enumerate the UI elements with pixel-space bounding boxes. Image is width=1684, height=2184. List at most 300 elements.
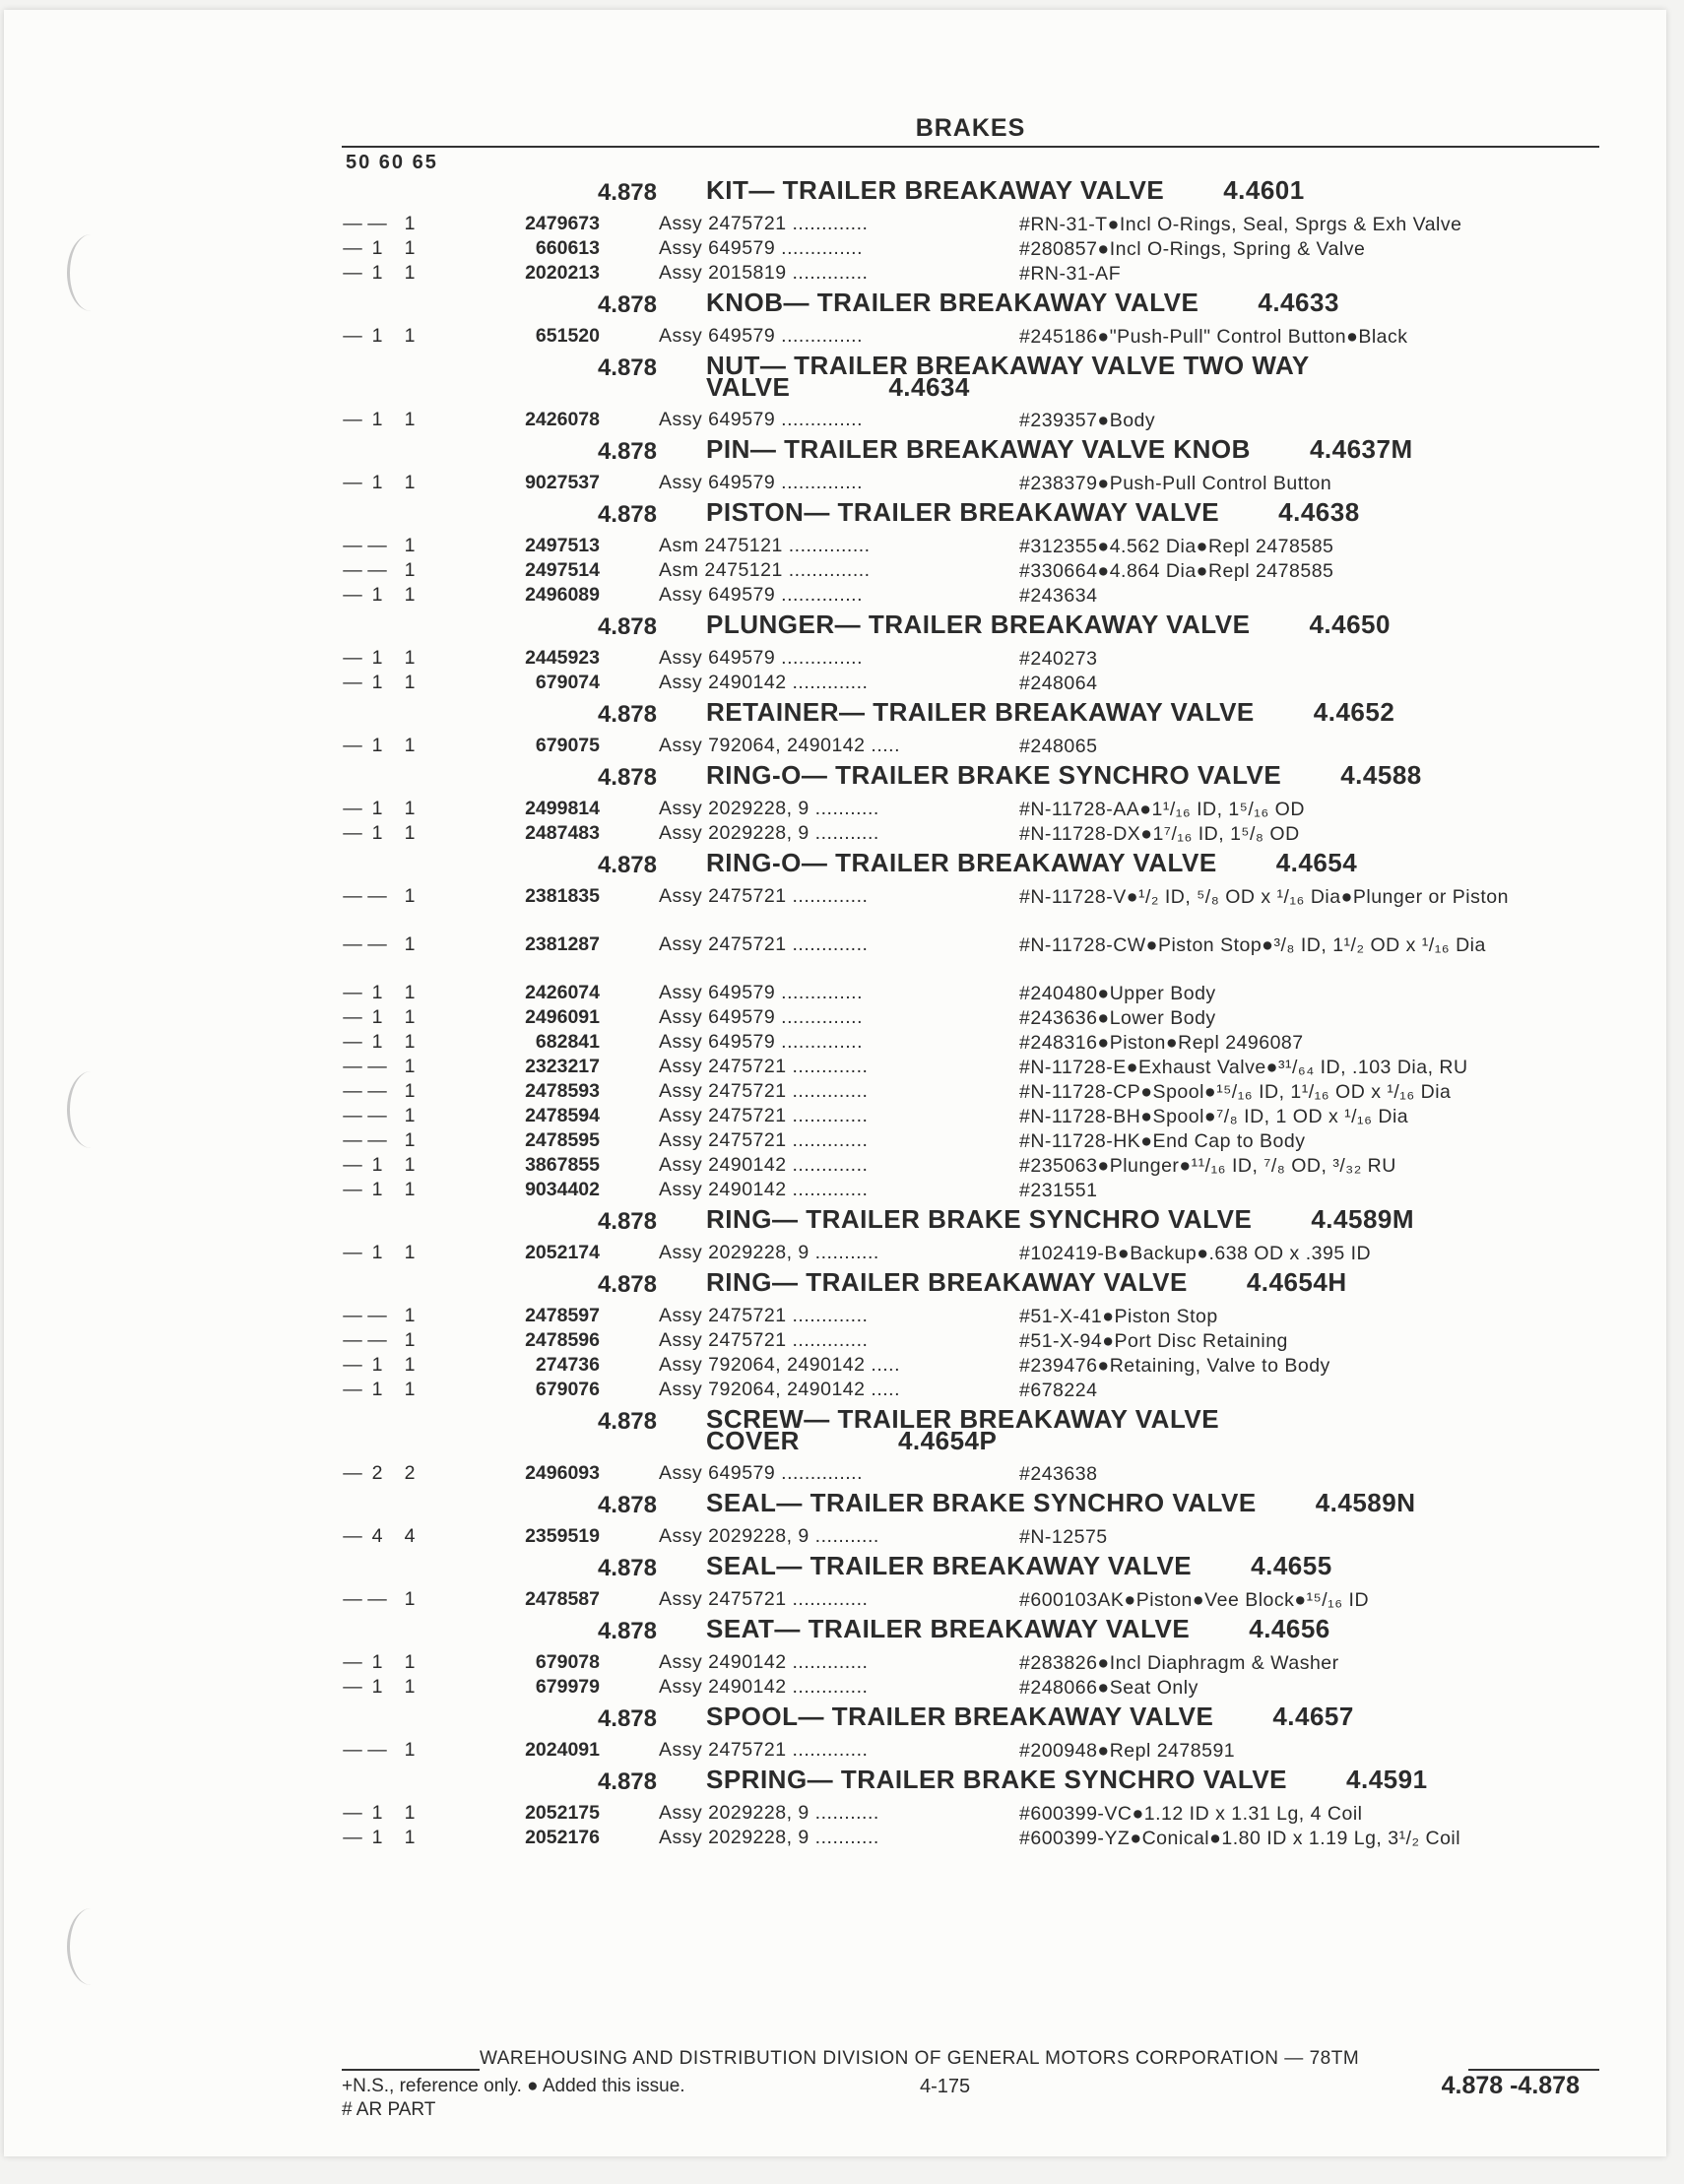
assembly-ref: Assy 2475721 ............. bbox=[659, 1739, 869, 1761]
assembly-ref: Assy 2490142 ............. bbox=[659, 1154, 869, 1176]
qty-1965: 1 bbox=[404, 982, 416, 1003]
qty-1965: 1 bbox=[404, 1154, 416, 1176]
qty-1965: 1 bbox=[404, 1105, 416, 1126]
group-header bbox=[342, 1204, 1602, 1241]
group-code: 4.878 bbox=[597, 613, 657, 640]
part-group bbox=[342, 434, 1602, 495]
qty-1965: 1 bbox=[404, 1739, 416, 1761]
part-number: 2445923 bbox=[525, 647, 600, 669]
qty-1950: — bbox=[343, 982, 362, 1003]
catalog-page bbox=[4, 10, 1666, 2156]
qty-1960: 1 bbox=[371, 1154, 383, 1176]
group-title bbox=[706, 288, 1592, 317]
qty-1950: — bbox=[343, 647, 362, 669]
part-description: #235063●Plunger●¹¹/₁₆ ID, ⁷/₈ OD, ³/₃₂ RU bbox=[1019, 1155, 1396, 1177]
group-title-text: RING— TRAILER BRAKE SYNCHRO VALVE bbox=[706, 1204, 1253, 1234]
table-row bbox=[342, 1104, 1602, 1128]
part-number: 2497513 bbox=[525, 535, 600, 556]
group-ref-code: 4.4650 bbox=[1309, 610, 1391, 639]
table-row bbox=[342, 324, 1602, 349]
group-title bbox=[706, 434, 1592, 464]
part-group bbox=[342, 175, 1602, 286]
group-title bbox=[706, 1765, 1592, 1794]
table-row bbox=[342, 1079, 1602, 1104]
table-row bbox=[342, 471, 1602, 495]
qty-1960: — bbox=[367, 1739, 387, 1761]
qty-1950: — bbox=[343, 559, 362, 581]
part-group bbox=[342, 610, 1602, 695]
table-row bbox=[342, 1650, 1602, 1675]
part-description: #N-12575 bbox=[1019, 1526, 1108, 1548]
qty-1965: 1 bbox=[404, 1588, 416, 1610]
group-ref-code: 4.4656 bbox=[1249, 1614, 1330, 1643]
assembly-ref: Assy 2475721 ............. bbox=[659, 1329, 869, 1351]
assembly-ref: Assy 649579 .............. bbox=[659, 647, 864, 669]
qty-1960: 1 bbox=[371, 1676, 383, 1698]
table-row bbox=[342, 1241, 1602, 1265]
part-group bbox=[342, 1702, 1602, 1763]
part-description: #N-11728-HK●End Cap to Body bbox=[1019, 1130, 1306, 1152]
qty-1960: 1 bbox=[371, 1827, 383, 1848]
part-number: 2052176 bbox=[525, 1827, 600, 1848]
part-group bbox=[342, 351, 1602, 432]
part-number: 9027537 bbox=[525, 472, 600, 493]
group-title-text: KNOB— TRAILER BREAKAWAY VALVE bbox=[706, 288, 1199, 317]
qty-1950: — bbox=[343, 1651, 362, 1673]
qty-1950: — bbox=[343, 735, 362, 756]
part-description: #238379●Push-Pull Control Button bbox=[1019, 473, 1332, 494]
group-ref-code: 4.4654P bbox=[897, 1426, 998, 1455]
qty-1960: 4 bbox=[371, 1525, 383, 1547]
group-title bbox=[706, 760, 1592, 790]
part-group bbox=[342, 697, 1602, 758]
qty-1960: — bbox=[367, 1056, 387, 1077]
assembly-ref: Assy 649579 .............. bbox=[659, 1462, 864, 1484]
part-number: 2496091 bbox=[525, 1006, 600, 1028]
qty-1960: 1 bbox=[371, 409, 383, 430]
table-row bbox=[342, 734, 1602, 758]
qty-1960: — bbox=[367, 213, 387, 234]
table-row bbox=[342, 884, 1602, 932]
part-number: 2478596 bbox=[525, 1329, 600, 1351]
assembly-ref: Assy 2029228, 9 ........... bbox=[659, 1827, 879, 1848]
qty-1965: 1 bbox=[404, 213, 416, 234]
group-title-text-2: VALVE bbox=[706, 372, 791, 402]
qty-1965: 1 bbox=[404, 1676, 416, 1698]
group-title-text: SEAL— TRAILER BREAKAWAY VALVE bbox=[706, 1551, 1193, 1580]
part-number: 2426078 bbox=[525, 409, 600, 430]
qty-1950: — bbox=[343, 584, 362, 606]
part-description: #239357●Body bbox=[1019, 410, 1156, 431]
part-description: #240480●Upper Body bbox=[1019, 983, 1216, 1004]
part-description: #243636●Lower Body bbox=[1019, 1007, 1216, 1029]
part-number: 2323217 bbox=[525, 1056, 600, 1077]
qty-1950: — bbox=[343, 1031, 362, 1053]
group-code: 4.878 bbox=[597, 291, 657, 318]
group-title bbox=[706, 610, 1592, 639]
table-row bbox=[342, 981, 1602, 1005]
qty-1965: 1 bbox=[404, 672, 416, 693]
model-year-headers: 50 60 65 bbox=[346, 152, 438, 173]
part-number: 2487483 bbox=[525, 822, 600, 844]
qty-1960: — bbox=[367, 559, 387, 581]
qty-1960: 1 bbox=[371, 325, 383, 347]
group-code: 4.878 bbox=[597, 354, 657, 381]
group-title-text: RING-O— TRAILER BRAKE SYNCHRO VALVE bbox=[706, 760, 1282, 790]
qty-1965: 1 bbox=[404, 584, 416, 606]
group-ref-code: 4.4633 bbox=[1258, 288, 1339, 317]
assembly-ref: Assy 2475721 ............. bbox=[659, 1129, 869, 1151]
table-row bbox=[342, 1738, 1602, 1763]
qty-1950: — bbox=[343, 1739, 362, 1761]
qty-1960: — bbox=[367, 1305, 387, 1326]
part-number: 2359519 bbox=[525, 1525, 600, 1547]
part-number: 679078 bbox=[535, 1651, 600, 1673]
assembly-ref: Assy 792064, 2490142 ..... bbox=[659, 1379, 901, 1400]
part-description: #600399-VC●1.12 ID x 1.31 Lg, 4 Coil bbox=[1019, 1803, 1363, 1825]
group-header bbox=[342, 288, 1602, 324]
group-code: 4.878 bbox=[597, 438, 657, 465]
qty-1960: 1 bbox=[371, 472, 383, 493]
part-number: 2426074 bbox=[525, 982, 600, 1003]
qty-1950: — bbox=[343, 325, 362, 347]
table-row bbox=[342, 408, 1602, 432]
qty-1950: — bbox=[343, 262, 362, 284]
qty-1965: 1 bbox=[404, 1379, 416, 1400]
qty-1965: 1 bbox=[404, 1179, 416, 1200]
group-title bbox=[706, 1614, 1592, 1643]
table-row bbox=[342, 1328, 1602, 1353]
group-title bbox=[706, 1204, 1592, 1234]
qty-1965: 4 bbox=[404, 1525, 416, 1547]
part-number: 2496093 bbox=[525, 1462, 600, 1484]
group-title bbox=[706, 1404, 1592, 1455]
group-header bbox=[342, 610, 1602, 646]
table-row bbox=[342, 558, 1602, 583]
footer-rule bbox=[342, 2069, 480, 2071]
part-description: #600399-YZ●Conical●1.80 ID x 1.19 Lg, 3¹/₂ Coil bbox=[1019, 1828, 1461, 1849]
assembly-ref: Assy 792064, 2490142 ..... bbox=[659, 1354, 901, 1376]
part-description: #312355●4.562 Dia●Repl 2478585 bbox=[1019, 536, 1334, 557]
parts-listing bbox=[342, 175, 1602, 1852]
part-number: 2052175 bbox=[525, 1802, 600, 1824]
table-row bbox=[342, 583, 1602, 608]
part-description: #N-11728-BH●Spool●⁷/₈ ID, 1 OD x ¹/₁₆ Dia bbox=[1019, 1106, 1409, 1127]
table-row bbox=[342, 261, 1602, 286]
part-number: 9034402 bbox=[525, 1179, 600, 1200]
group-code: 4.878 bbox=[597, 764, 657, 791]
footer-rule bbox=[1468, 2069, 1599, 2071]
qty-1965: 1 bbox=[404, 1031, 416, 1053]
part-group bbox=[342, 1204, 1602, 1265]
table-row bbox=[342, 1353, 1602, 1378]
qty-1950: — bbox=[343, 822, 362, 844]
table-row bbox=[342, 1030, 1602, 1055]
qty-1960: 1 bbox=[371, 1031, 383, 1053]
group-header bbox=[342, 1488, 1602, 1524]
qty-1960: — bbox=[367, 1129, 387, 1151]
part-number: 274736 bbox=[535, 1354, 600, 1376]
assembly-ref: Assy 2029228, 9 ........... bbox=[659, 822, 879, 844]
qty-1950: — bbox=[343, 1056, 362, 1077]
qty-1960: — bbox=[367, 933, 387, 955]
qty-1965: 1 bbox=[404, 472, 416, 493]
part-group bbox=[342, 1404, 1602, 1486]
assembly-ref: Assy 2475721 ............. bbox=[659, 213, 869, 234]
qty-1960: 1 bbox=[371, 982, 383, 1003]
group-ref-code: 4.4588 bbox=[1340, 760, 1422, 790]
qty-1950: — bbox=[343, 933, 362, 955]
qty-1965: 1 bbox=[404, 933, 416, 955]
qty-1950: — bbox=[343, 1006, 362, 1028]
qty-1950: — bbox=[343, 1462, 362, 1484]
group-code: 4.878 bbox=[597, 852, 657, 878]
qty-1960: 1 bbox=[371, 237, 383, 259]
part-description: #N-11728-E●Exhaust Valve●³¹/₆₄ ID, .103 Dia, RU bbox=[1019, 1057, 1468, 1078]
assembly-ref: Assy 2475721 ............. bbox=[659, 1305, 869, 1326]
qty-1965: 1 bbox=[404, 1329, 416, 1351]
group-ref-code: 4.4634 bbox=[888, 372, 970, 402]
assembly-ref: Assy 2490142 ............. bbox=[659, 672, 869, 693]
assembly-ref: Assy 2475721 ............. bbox=[659, 1588, 869, 1610]
part-number: 679979 bbox=[535, 1676, 600, 1698]
qty-1960: — bbox=[367, 885, 387, 907]
group-title-text-2: COVER bbox=[706, 1426, 800, 1455]
assembly-ref: Assy 649579 .............. bbox=[659, 472, 864, 493]
table-row bbox=[342, 1378, 1602, 1402]
qty-1965: 1 bbox=[404, 1242, 416, 1263]
part-group bbox=[342, 760, 1602, 846]
group-title bbox=[706, 1702, 1592, 1731]
page-number: 4-175 bbox=[920, 2076, 971, 2097]
group-header bbox=[342, 1614, 1602, 1650]
part-group bbox=[342, 1488, 1602, 1549]
group-ref-code: 4.4589N bbox=[1315, 1488, 1416, 1517]
group-ref-code: 4.4652 bbox=[1313, 697, 1395, 727]
part-description: #243634 bbox=[1019, 585, 1098, 607]
qty-1965: 1 bbox=[404, 885, 416, 907]
page-range: 4.878 -4.878 bbox=[1441, 2072, 1580, 2099]
qty-1965: 1 bbox=[404, 1006, 416, 1028]
group-code: 4.878 bbox=[597, 1705, 657, 1732]
table-row bbox=[342, 1801, 1602, 1826]
assembly-ref: Assy 649579 .............. bbox=[659, 325, 864, 347]
qty-1960: — bbox=[367, 1329, 387, 1351]
part-number: 2024091 bbox=[525, 1739, 600, 1761]
qty-1950: — bbox=[343, 1154, 362, 1176]
group-title bbox=[706, 848, 1592, 877]
table-row bbox=[342, 1675, 1602, 1700]
qty-1950: — bbox=[343, 798, 362, 819]
table-row bbox=[342, 1587, 1602, 1612]
group-code: 4.878 bbox=[597, 1492, 657, 1518]
table-row bbox=[342, 932, 1602, 981]
group-ref-code: 4.4591 bbox=[1346, 1765, 1428, 1794]
group-ref-code: 4.4657 bbox=[1272, 1702, 1354, 1731]
part-description: #240273 bbox=[1019, 648, 1098, 670]
part-group bbox=[342, 288, 1602, 349]
part-number: 679075 bbox=[535, 735, 600, 756]
qty-1965: 1 bbox=[404, 1056, 416, 1077]
assembly-ref: Assy 649579 .............. bbox=[659, 237, 864, 259]
part-number: 679074 bbox=[535, 672, 600, 693]
part-number: 2052174 bbox=[525, 1242, 600, 1263]
assembly-ref: Assy 2475721 ............. bbox=[659, 933, 869, 955]
part-number: 2499814 bbox=[525, 798, 600, 819]
part-description: #N-11728-CW●Piston Stop●³/₈ ID, 1¹/₂ OD x ¹/₁₆ Dia bbox=[1019, 934, 1486, 956]
part-group bbox=[342, 1765, 1602, 1850]
group-title-text: SEAT— TRAILER BREAKAWAY VALVE bbox=[706, 1614, 1191, 1643]
part-description: #243638 bbox=[1019, 1463, 1098, 1485]
part-description: #N-11728-AA●1¹/₁₆ ID, 1⁵/₁₆ OD bbox=[1019, 799, 1305, 820]
assembly-ref: Assy 649579 .............. bbox=[659, 1006, 864, 1028]
qty-1960: 1 bbox=[371, 262, 383, 284]
part-description: #N-11728-V●¹/₂ ID, ⁵/₈ OD x ¹/₁₆ Dia●Plunger or Piston bbox=[1019, 886, 1509, 908]
part-description: #600103AK●Piston●Vee Block●¹⁵/₁₆ ID bbox=[1019, 1589, 1370, 1611]
group-ref-code: 4.4601 bbox=[1223, 175, 1305, 205]
group-header bbox=[342, 1702, 1602, 1738]
group-title-text: SPOOL— TRAILER BREAKAWAY VALVE bbox=[706, 1702, 1214, 1731]
group-code: 4.878 bbox=[597, 179, 657, 206]
qty-1965: 1 bbox=[404, 1080, 416, 1102]
group-code: 4.878 bbox=[597, 1555, 657, 1581]
part-description: #248316●Piston●Repl 2496087 bbox=[1019, 1032, 1304, 1054]
group-title-text: PLUNGER— TRAILER BREAKAWAY VALVE bbox=[706, 610, 1251, 639]
binder-hole bbox=[67, 1071, 115, 1148]
qty-1950: — bbox=[343, 409, 362, 430]
group-code: 4.878 bbox=[597, 1271, 657, 1298]
qty-1965: 1 bbox=[404, 822, 416, 844]
table-row bbox=[342, 1524, 1602, 1549]
footer-distribution: WAREHOUSING AND DISTRIBUTION DIVISION OF GENERAL MOTORS CORPORATION — 78TM bbox=[480, 2048, 1360, 2069]
part-description: #245186●"Push-Pull" Control Button●Black bbox=[1019, 326, 1408, 348]
qty-1960: 1 bbox=[371, 672, 383, 693]
qty-1960: 1 bbox=[371, 1379, 383, 1400]
part-number: 2020213 bbox=[525, 262, 600, 284]
group-code: 4.878 bbox=[597, 701, 657, 728]
assembly-ref: Assy 649579 .............. bbox=[659, 409, 864, 430]
qty-1950: — bbox=[343, 1242, 362, 1263]
group-code: 4.878 bbox=[597, 1618, 657, 1644]
group-title bbox=[706, 497, 1592, 527]
table-row bbox=[342, 212, 1602, 236]
footer-ar-note: # AR PART bbox=[342, 2099, 436, 2120]
qty-1960: — bbox=[367, 535, 387, 556]
part-number: 682841 bbox=[535, 1031, 600, 1053]
table-row bbox=[342, 671, 1602, 695]
qty-1960: 1 bbox=[371, 1802, 383, 1824]
qty-1950: — bbox=[343, 1379, 362, 1400]
assembly-ref: Assy 649579 .............. bbox=[659, 1031, 864, 1053]
qty-1960: 1 bbox=[371, 798, 383, 819]
qty-1960: — bbox=[367, 1588, 387, 1610]
part-number: 2381287 bbox=[525, 933, 600, 955]
part-description: #N-11728-CP●Spool●¹⁵/₁₆ ID, 1¹/₁₆ OD x ¹/₁₆ Dia bbox=[1019, 1081, 1452, 1103]
qty-1965: 1 bbox=[404, 262, 416, 284]
group-title-text: SEAL— TRAILER BRAKE SYNCHRO VALVE bbox=[706, 1488, 1257, 1517]
group-header bbox=[342, 175, 1602, 212]
group-title-text: PIN— TRAILER BREAKAWAY VALVE KNOB bbox=[706, 434, 1251, 464]
group-title bbox=[706, 351, 1592, 402]
qty-1965: 1 bbox=[404, 559, 416, 581]
group-ref-code: 4.4654H bbox=[1246, 1267, 1347, 1297]
qty-1950: — bbox=[343, 1129, 362, 1151]
group-header bbox=[342, 697, 1602, 734]
table-row bbox=[342, 534, 1602, 558]
group-ref-code: 4.4655 bbox=[1251, 1551, 1332, 1580]
group-title bbox=[706, 175, 1592, 205]
qty-1950: — bbox=[343, 237, 362, 259]
qty-1950: — bbox=[343, 1676, 362, 1698]
qty-1950: — bbox=[343, 885, 362, 907]
group-title bbox=[706, 1267, 1592, 1297]
part-description: #678224 bbox=[1019, 1380, 1098, 1401]
page-title: BRAKES bbox=[915, 114, 1026, 142]
assembly-ref: Assy 2029228, 9 ........... bbox=[659, 1525, 879, 1547]
part-description: #283826●Incl Diaphragm & Washer bbox=[1019, 1652, 1339, 1674]
assembly-ref: Assy 2029228, 9 ........... bbox=[659, 1242, 879, 1263]
table-row bbox=[342, 797, 1602, 821]
qty-1950: — bbox=[343, 1354, 362, 1376]
group-ref-code: 4.4637M bbox=[1309, 434, 1413, 464]
part-number: 679076 bbox=[535, 1379, 600, 1400]
part-group bbox=[342, 497, 1602, 608]
part-description: #RN-31-T●Incl O-Rings, Seal, Sprgs & Exh Valve bbox=[1019, 214, 1462, 235]
part-group bbox=[342, 1614, 1602, 1700]
table-row bbox=[342, 1128, 1602, 1153]
group-title-text: RING— TRAILER BREAKAWAY VALVE bbox=[706, 1267, 1188, 1297]
part-number: 2496089 bbox=[525, 584, 600, 606]
qty-1950: — bbox=[343, 1525, 362, 1547]
qty-1950: — bbox=[343, 1329, 362, 1351]
part-number: 3867855 bbox=[525, 1154, 600, 1176]
group-title-text: SPRING— TRAILER BRAKE SYNCHRO VALVE bbox=[706, 1765, 1288, 1794]
group-header bbox=[342, 1267, 1602, 1304]
qty-1965: 1 bbox=[404, 237, 416, 259]
group-title-text: SCREW— TRAILER BREAKAWAY VALVE bbox=[706, 1404, 1220, 1434]
title-rule bbox=[342, 146, 1599, 148]
part-number: 2381835 bbox=[525, 885, 600, 907]
qty-1950: — bbox=[343, 535, 362, 556]
part-group bbox=[342, 1267, 1602, 1402]
qty-1950: — bbox=[343, 1827, 362, 1848]
part-number: 2497514 bbox=[525, 559, 600, 581]
group-header bbox=[342, 434, 1602, 471]
group-header bbox=[342, 848, 1602, 884]
qty-1960: 1 bbox=[371, 1651, 383, 1673]
part-number: 2478593 bbox=[525, 1080, 600, 1102]
qty-1950: — bbox=[343, 1179, 362, 1200]
assembly-ref: Assy 2490142 ............. bbox=[659, 1676, 869, 1698]
part-number: 2479673 bbox=[525, 213, 600, 234]
assembly-ref: Asm 2475121 .............. bbox=[659, 535, 871, 556]
assembly-ref: Assy 2490142 ............. bbox=[659, 1179, 869, 1200]
qty-1965: 2 bbox=[404, 1462, 416, 1484]
assembly-ref: Assy 2475721 ............. bbox=[659, 1105, 869, 1126]
qty-1960: 1 bbox=[371, 584, 383, 606]
assembly-ref: Asm 2475121 .............. bbox=[659, 559, 871, 581]
table-row bbox=[342, 1826, 1602, 1850]
qty-1965: 1 bbox=[404, 1354, 416, 1376]
group-header bbox=[342, 760, 1602, 797]
group-header bbox=[342, 1551, 1602, 1587]
qty-1965: 1 bbox=[404, 1129, 416, 1151]
qty-1960: 1 bbox=[371, 647, 383, 669]
qty-1960: 1 bbox=[371, 1242, 383, 1263]
part-group bbox=[342, 1551, 1602, 1612]
part-description: #231551 bbox=[1019, 1180, 1098, 1201]
table-row bbox=[342, 1304, 1602, 1328]
